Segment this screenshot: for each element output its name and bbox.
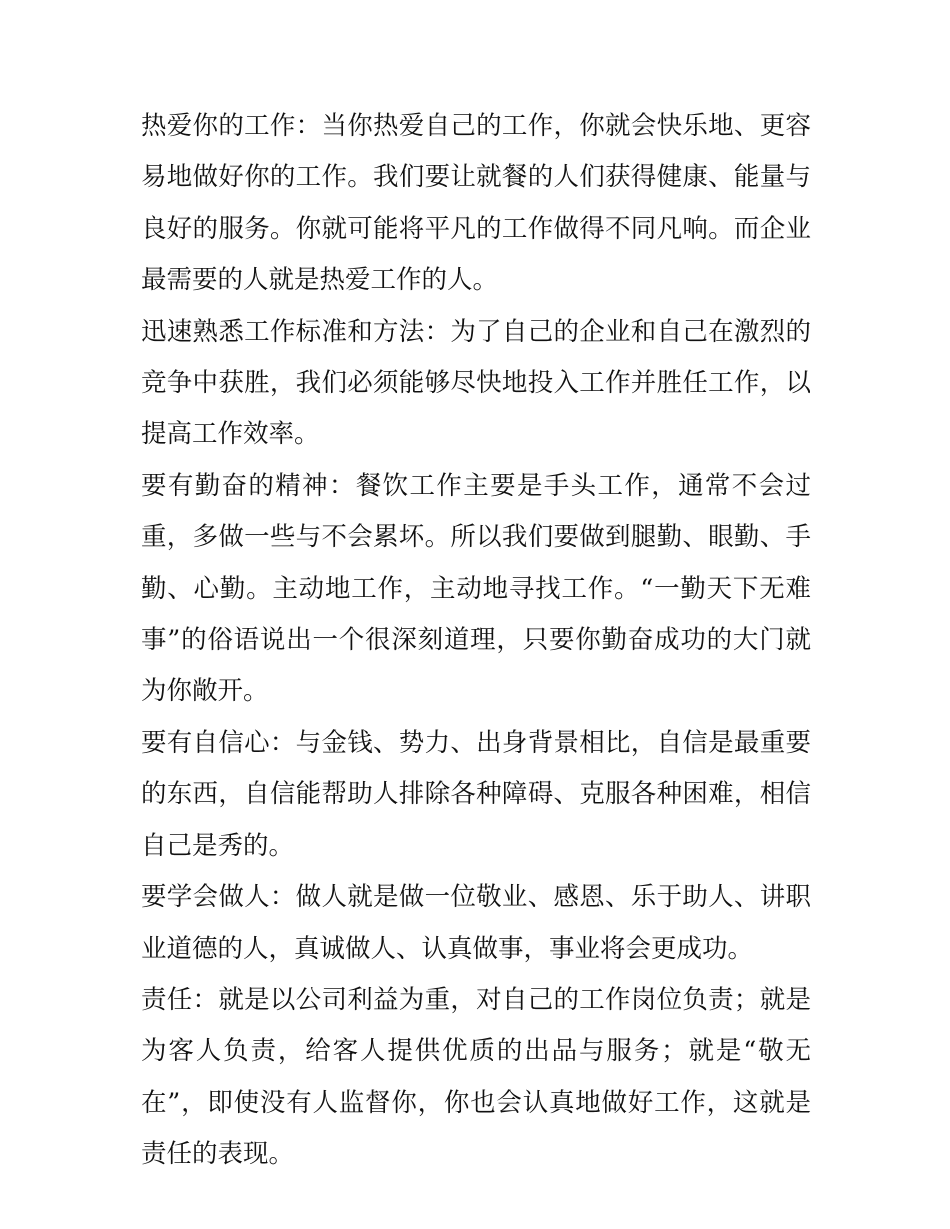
paragraph-love-your-work: 热爱你的工作：当你热爱自己的工作，你就会快乐地、更容易地做好你的工作。我们要让就餐的人们获得健康、能量与良好的服务。你就可能将平凡的工作做得不同凡响。而企业最需要的人就是热爱工作的人。: [141, 111, 811, 296]
paragraph-confidence: 要有自信心：与金钱、势力、出身背景相比，自信是最重要的东西，自信能帮助人排除各种障碍、克服各种困难，相信自己是秀的。: [141, 727, 811, 861]
paragraph-be-a-good-person: 要学会做人：做人就是做一位敬业、感恩、乐于助人、讲职业道德的人，真诚做人、认真做事，事业将会更成功。: [141, 882, 811, 964]
document-body: [141, 101, 811, 1181]
paragraph-diligence: 要有勤奋的精神：餐饮工作主要是手头工作，通常不会过重，多做一些与不会累坏。所以我们要做到腿勤、眼勤、手勤、心勤。主动地工作，主动地寻找工作。“一勤天下无难事”的俗语说出一个很深刻道理，只要你勤奋成功的大门就为你敞开。: [141, 470, 811, 707]
paragraph-work-standards: 迅速熟悉工作标准和方法：为了自己的企业和自己在激烈的竞争中获胜，我们必须能够尽快地投入工作并胜任工作，以提高工作效率。: [141, 316, 811, 450]
paragraph-responsibility: 责任：就是以公司利益为重，对自己的工作岗位负责；就是为客人负责，给客人提供优质的出品与服务；就是“敬无在”，即使没有人监督你，你也会认真地做好工作，这就是责任的表现。: [141, 984, 811, 1170]
